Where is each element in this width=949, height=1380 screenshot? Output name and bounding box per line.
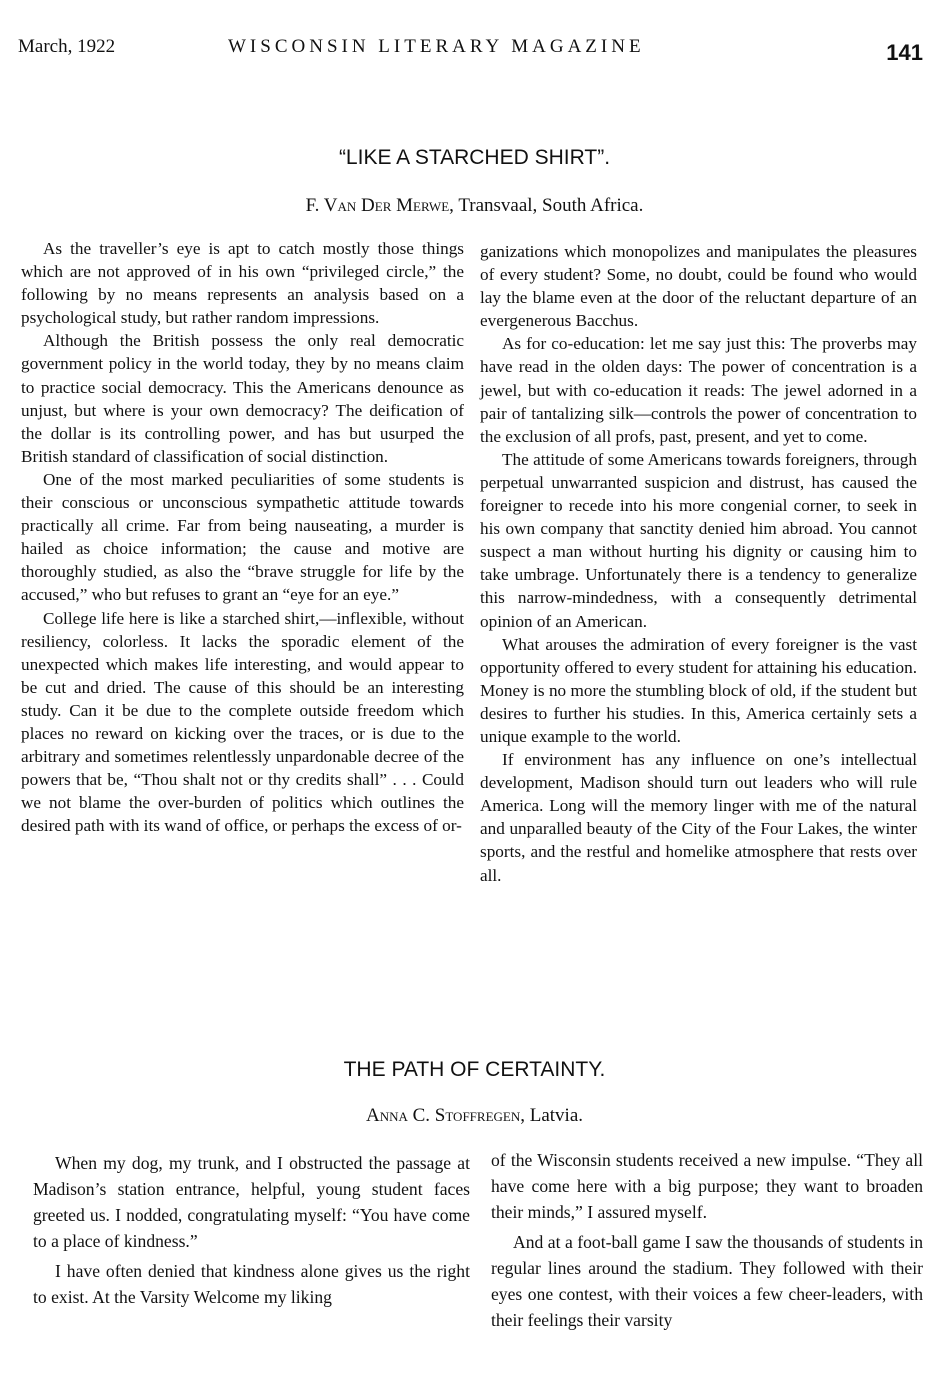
paragraph: And at a foot-ball game I saw the thousands of students in regular lines around the stadium. They followed with their eyes one contest, with their voices a few cheer-leaders, with their feelings their varsity [491,1232,923,1330]
paragraph: What arouses the admiration of every foreigner is the vast opportunity offered to every student for attaining his education. Money is no more the stumbling block of old, if the student but desires to further his studies. In this, America certainly sets a unique example to the world. [480,634,917,746]
article-column-left [33,1150,470,1314]
article-byline [0,1105,949,1127]
paragraph: The attitude of some Americans towards foreigners, through perpetual unwarranted suspicion and distrust, has caused the foreigner to recede into his more congenial corner, to seek in his own company that sanctity denied him abroad. You cannot suspect a man without hurting his dignity or causing him to take umbrage. Unfortunately there is a tendency to generalize this narrow-mindedness, with a consequently detrimental opinion of an American. [480,449,917,631]
article-column-right [491,1147,923,1337]
paragraph: Although the British possess the only real democratic government policy in the world today, they by no means claim to practice social democracy. This the Americans denounce as unjust, but where is your own democracy? The deification of the dollar is its controlling power, and has but usurped the British standard of classification of social distinction. [21,331,464,466]
paragraph: ganizations which monopolizes and manipulates the pleasures of every student? Some, no doubt, could be found who would lay the blame even at the door of the reluctant departure of an evergenerous Bacchus. [480,242,917,331]
article-column-right [480,240,917,887]
paragraph: College life here is like a starched shirt,—inflexible, without resiliency, colorless. It lacks the sporadic element of the unexpected which makes life interesting, and would appear to be cut and dried. The cause of this should be an interesting study. Can it be due to the complete outside freedom which places no reward on kicking over the traces, or is due to the arbitrary and sometimes relentlessly unpardonable decree of the powers that be, “Thou shalt not or thy credits shall” . . . Could we not blame the over-burden of politics which outlines the desired path with its wand of office, or perhaps the excess of or- [21,608,464,836]
paragraph: When my dog, my trunk, and I obstructed the passage at Madison’s station entrance, helpful, young student faces greeted us. I nodded, congratulating myself: “You have come to a place of kindness.” [33,1153,470,1251]
author-location: , Latvia. [520,1105,584,1126]
author-name: Anna C. Stoffregen [365,1105,521,1126]
author-name: F. Van Der Merwe [305,195,450,216]
paragraph: I have often denied that kindness alone gives us the right to exist. At the Varsity Welcome my liking [33,1261,470,1307]
article-title: “LIKE A STARCHED SHIRT”. [338,146,611,169]
paragraph: of the Wisconsin students received a new impulse. “They all have come here with a big purpose; they want to broaden their minds,” I assured myself. [491,1150,923,1222]
issue-date: March, 1922 [18,36,116,57]
paragraph: As for co-education: let me say just this: The proverbs may have read in the olden days: The power of concentration is a jewel, but with co-education it reads: The jewel adorned in a pair of tantalizing silk—controls the power of concentration to the exclusion of all profs, past, present, and yet to come. [480,334,917,446]
paragraph: If environment has any influence on one’s intellectual development, Madison should turn out leaders who will rule America. Long will the memory linger with me of the natural and unparalled beauty of the City of the Four Lakes, the winter sports, and the restful and homelike atmosphere that rests over all. [480,750,917,885]
paragraph: As the traveller’s eye is apt to catch mostly those things which are not approved of in his own “privileged circle,” the following by no means represents an analysis based on a psychological study, but rather random impressions. [21,239,464,328]
article-column-left [21,237,464,837]
page-header [18,36,923,68]
article-byline [0,195,949,217]
magazine-title: WISCONSIN LITERARY MAGAZINE [228,36,645,57]
page-number: 141 [886,40,923,65]
author-location: , Transvaal, South Africa. [449,195,644,216]
paragraph: One of the most marked peculiarities of some students is their conscious or unconscious sympathetic attitude towards practically all crime. Far from being nauseating, a murder is hailed as choice information; the cause and motive are thoroughly studied, as also the “brave struggle for life by the accused,” who but refuses to grant an “eye for an eye.” [21,469,464,605]
article-title: THE PATH OF CERTAINTY. [343,1058,606,1081]
